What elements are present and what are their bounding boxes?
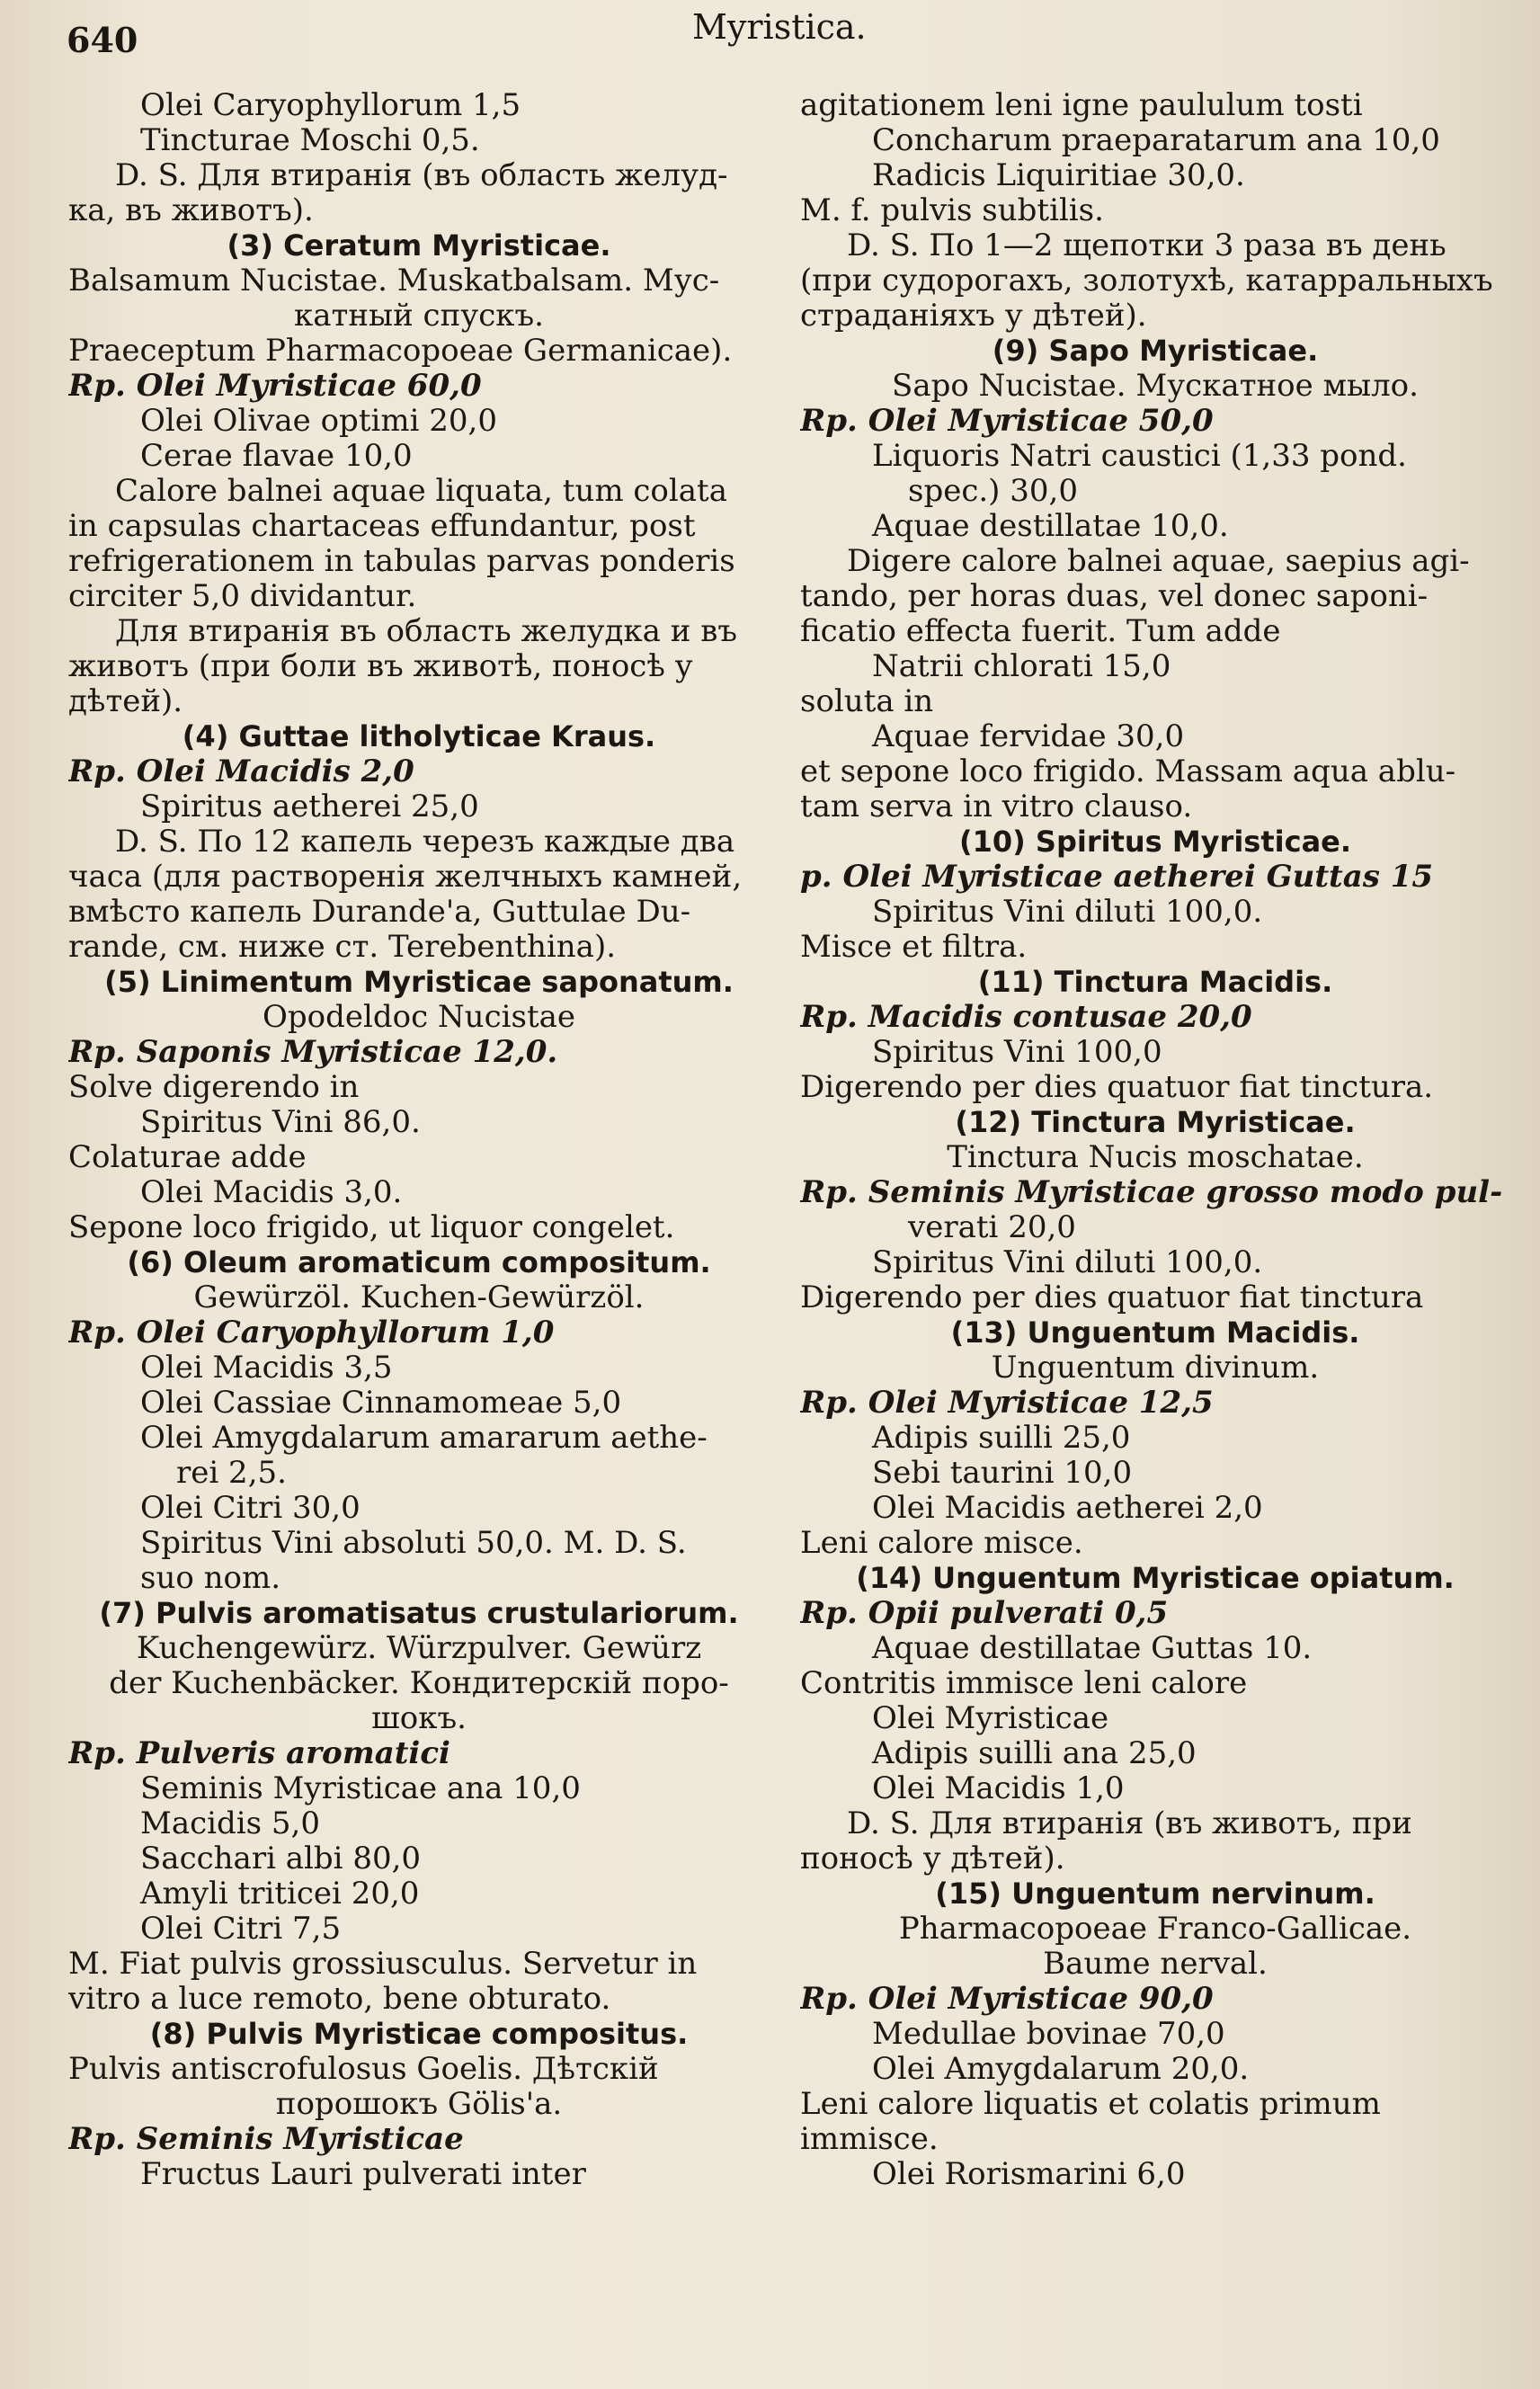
text-line: Olei Citri 7,5 xyxy=(140,1912,342,1947)
recipe-heading: (14) Unguentum Myristicae opiatum. xyxy=(856,1561,1455,1595)
text-line: et sepone loco frigido. Massam aqua ablu- xyxy=(800,754,1456,789)
text-line: Rp. Saponis Myristicae 12,0. xyxy=(68,1035,558,1070)
text-line: Tinctura Nucis moschatae. xyxy=(947,1140,1364,1175)
text-line: Amyli triticei 20,0 xyxy=(140,1876,420,1912)
text-line: Liquoris Natri caustici (1,33 pond. xyxy=(872,439,1407,474)
text-line: Rp. Olei Caryophyllorum 1,0 xyxy=(68,1315,555,1350)
text-line: Olei Macidis 3,5 xyxy=(140,1350,393,1386)
text-line: Olei Myristicae xyxy=(872,1701,1109,1736)
text-line: Radicis Liquiritiae 30,0. xyxy=(872,158,1245,193)
text-line: Для втиранія въ область желудка и въ xyxy=(115,614,738,649)
text-line: часа (для растворенія желчныхъ камней, xyxy=(68,860,743,895)
text-line: Sacchari albi 80,0 xyxy=(140,1841,422,1876)
text-line: Colaturae adde xyxy=(68,1140,307,1175)
text-line: шокъ. xyxy=(371,1701,467,1736)
text-line: Sebi taurini 10,0 xyxy=(872,1456,1133,1491)
recipe-heading: (4) Guttae litholyticae Kraus. xyxy=(182,719,656,753)
text-line: tam serva in vitro clauso. xyxy=(800,789,1193,825)
text-line: Rp. Olei Myristicae 12,5 xyxy=(800,1386,1214,1421)
text-line: Seminis Myristicae ana 10,0 xyxy=(140,1771,581,1806)
text-line: suo nom. xyxy=(140,1561,281,1596)
text-line: Spiritus aetherei 25,0 xyxy=(140,789,479,825)
text-line: Rp. Olei Myristicae 60,0 xyxy=(68,369,482,404)
text-line: Rp. Olei Macidis 2,0 xyxy=(68,754,414,789)
text-line: Spiritus Vini absoluti 50,0. M. D. S. xyxy=(140,1526,687,1561)
text-line: der Kuchenbäcker. Кондитерскій поро- xyxy=(109,1666,729,1701)
text-line: Spiritus Vini diluti 100,0. xyxy=(872,895,1263,930)
text-line: Spiritus Vini 86,0. xyxy=(140,1105,421,1140)
text-line: Pulvis antiscrofulosus Goelis. Дѣтскій xyxy=(68,2052,659,2087)
text-line: (при судорогахъ, золотухѣ, катарральныхъ xyxy=(800,263,1493,299)
text-line: rande, см. ниже ст. Terebenthina). xyxy=(68,930,617,965)
text-line: agitationem leni igne paululum tosti xyxy=(800,88,1363,123)
text-line: Olei Citri 30,0 xyxy=(140,1491,361,1526)
text-line: p. Olei Myristicae aetherei Guttas 15 xyxy=(800,860,1434,895)
text-line: Praeceptum Pharmacopoeae Germanicae). xyxy=(68,334,733,369)
text-line: D. S. Для втиранія (въ область желуд- xyxy=(115,158,728,193)
text-line: Digere calore balnei aquae, saepius agi- xyxy=(847,544,1470,579)
recipe-heading: (5) Linimentum Myristicae saponatum. xyxy=(104,965,734,999)
text-line: Olei Macidis aetherei 2,0 xyxy=(872,1491,1263,1526)
text-line: Fructus Lauri pulverati inter xyxy=(140,2157,586,2192)
text-line: Macidis 5,0 xyxy=(140,1806,320,1841)
recipe-heading: (6) Oleum aromaticum compositum. xyxy=(127,1245,711,1279)
page-number: 640 xyxy=(67,20,138,60)
text-line: катный спускъ. xyxy=(294,299,544,334)
text-line: D. S. Для втиранія (въ животъ, при xyxy=(847,1806,1412,1841)
text-line: Olei Caryophyllorum 1,5 xyxy=(140,88,521,123)
recipe-heading: (12) Tinctura Myristicae. xyxy=(955,1105,1356,1139)
text-line: Rp. Macidis contusae 20,0 xyxy=(800,1000,1252,1035)
recipe-heading: (3) Ceratum Myristicae. xyxy=(227,228,611,263)
running-title: Myristica. xyxy=(692,7,867,47)
text-line: refrigerationem in tabulas parvas ponderis xyxy=(68,544,735,579)
text-line: Olei Macidis 3,0. xyxy=(140,1175,403,1210)
text-line: Pharmacopoeae Franco-Gallicae. xyxy=(898,1912,1412,1947)
text-line: порошокъ Gölis'a. xyxy=(275,2087,563,2122)
text-line: M. f. pulvis subtilis. xyxy=(800,193,1104,228)
recipe-heading: (10) Spiritus Myristicae. xyxy=(958,825,1352,859)
text-line: Rp. Opii pulverati 0,5 xyxy=(800,1596,1169,1631)
text-line: Tincturae Moschi 0,5. xyxy=(140,123,480,158)
text-line: Digerendo per dies quatuor fiat tinctura. xyxy=(800,1070,1434,1105)
text-line: Rp. Olei Myristicae 90,0 xyxy=(800,1982,1214,2017)
text-line: Leni calore misce. xyxy=(800,1526,1083,1561)
text-line: Olei Amygdalarum 20,0. xyxy=(872,2052,1250,2087)
text-line: Cerae flavae 10,0 xyxy=(140,439,413,474)
text-line: Contritis immisce leni calore xyxy=(800,1666,1248,1701)
text-line: Balsamum Nucistae. Muskatbalsam. Мус- xyxy=(68,263,720,299)
text-line: Spiritus Vini 100,0 xyxy=(872,1035,1162,1070)
text-line: Concharum praeparatarum ana 10,0 xyxy=(872,123,1440,158)
text-line: ка, въ животъ). xyxy=(68,193,314,228)
text-line: Rp. Olei Myristicae 50,0 xyxy=(800,404,1214,439)
text-line: Medullae bovinae 70,0 xyxy=(872,2017,1225,2052)
text-line: Rp. Seminis Myristicae xyxy=(68,2122,464,2157)
text-line: Natrii chlorati 15,0 xyxy=(872,649,1171,684)
text-line: Olei Cassiae Cinnamomeae 5,0 xyxy=(140,1386,622,1421)
text-line: tando, per horas duas, vel donec saponi- xyxy=(800,579,1429,614)
text-line: Rp. Pulveris aromatici xyxy=(68,1736,450,1771)
text-line: D. S. По 12 капель черезъ каждые два xyxy=(115,825,735,860)
text-line: soluta in xyxy=(800,684,934,719)
text-line: вмѣсто капель Durande'a, Guttulae Du- xyxy=(68,895,691,930)
recipe-heading: (9) Sapo Myristicae. xyxy=(992,334,1319,368)
recipe-heading: (15) Unguentum nervinum. xyxy=(935,1876,1375,1911)
recipe-heading: (7) Pulvis aromatisatus crustulariorum. xyxy=(99,1596,739,1630)
text-line: Adipis suilli 25,0 xyxy=(872,1421,1131,1456)
text-line: страданіяхъ у дѣтей). xyxy=(800,299,1147,334)
text-line: дѣтей). xyxy=(68,684,183,719)
text-line: in capsulas chartaceas effundantur, post xyxy=(68,509,696,544)
recipe-heading: (11) Tinctura Macidis. xyxy=(977,965,1333,999)
recipe-heading: (13) Unguentum Macidis. xyxy=(950,1315,1360,1350)
text-line: Sapo Nucistae. Мускатное мыло. xyxy=(892,369,1419,404)
text-line: Sepone loco frigido, ut liquor congelet. xyxy=(68,1210,675,1245)
text-line: Aquae fervidae 30,0 xyxy=(872,719,1185,754)
text-line: M. Fiat pulvis grossiusculus. Servetur in xyxy=(68,1947,698,1982)
text-line: circiter 5,0 dividantur. xyxy=(68,579,417,614)
text-line: Olei Macidis 1,0 xyxy=(872,1771,1125,1806)
text-line: Misce et filtra. xyxy=(800,930,1028,965)
text-line: Unguentum divinum. xyxy=(991,1350,1320,1386)
recipe-heading: (8) Pulvis Myristicae compositus. xyxy=(149,2017,689,2051)
text-line: Olei Amygdalarum amararum aethe- xyxy=(140,1421,708,1456)
right-column xyxy=(800,88,1510,2192)
text-line: spec.) 30,0 xyxy=(908,474,1078,509)
text-line: Calore balnei aquae liquata, tum colata xyxy=(115,474,727,509)
text-line: Gewürzöl. Kuchen-Gewürzöl. xyxy=(193,1280,645,1315)
text-line: Solve digerendo in xyxy=(68,1070,360,1105)
text-line: D. S. По 1—2 щепотки 3 раза въ день xyxy=(847,228,1447,263)
text-line: Olei Olivae optimi 20,0 xyxy=(140,404,497,439)
text-line: Spiritus Vini diluti 100,0. xyxy=(872,1245,1263,1280)
text-line: Baume nerval. xyxy=(1043,1947,1268,1982)
text-line: поносѣ у дѣтей). xyxy=(800,1841,1065,1876)
text-line: Olei Rorismarini 6,0 xyxy=(872,2157,1186,2192)
text-line: ficatio effecta fuerit. Tum adde xyxy=(800,614,1281,649)
text-line: rei 2,5. xyxy=(176,1456,287,1491)
text-line: Leni calore liquatis et colatis primum xyxy=(800,2087,1381,2122)
left-column xyxy=(68,88,770,2192)
text-line: vitro a luce remoto, bene obturato. xyxy=(68,1982,611,2017)
text-line: Kuchengewürz. Würzpulver. Gewürz xyxy=(136,1631,702,1666)
text-line: Digerendo per dies quatuor fiat tinctura xyxy=(800,1280,1424,1315)
text-line: Opodeldoc Nucistae xyxy=(262,1000,576,1035)
text-line: Aquae destillatae Guttas 10. xyxy=(872,1631,1313,1666)
text-line: Aquae destillatae 10,0. xyxy=(872,509,1229,544)
text-line: verati 20,0 xyxy=(908,1210,1076,1245)
text-line: животъ (при боли въ животѣ, поносѣ у xyxy=(68,649,693,684)
text-line: Rp. Seminis Myristicae grosso modo pul- xyxy=(800,1175,1503,1210)
text-line: immisce. xyxy=(800,2122,939,2157)
text-line: Adipis suilli ana 25,0 xyxy=(872,1736,1197,1771)
